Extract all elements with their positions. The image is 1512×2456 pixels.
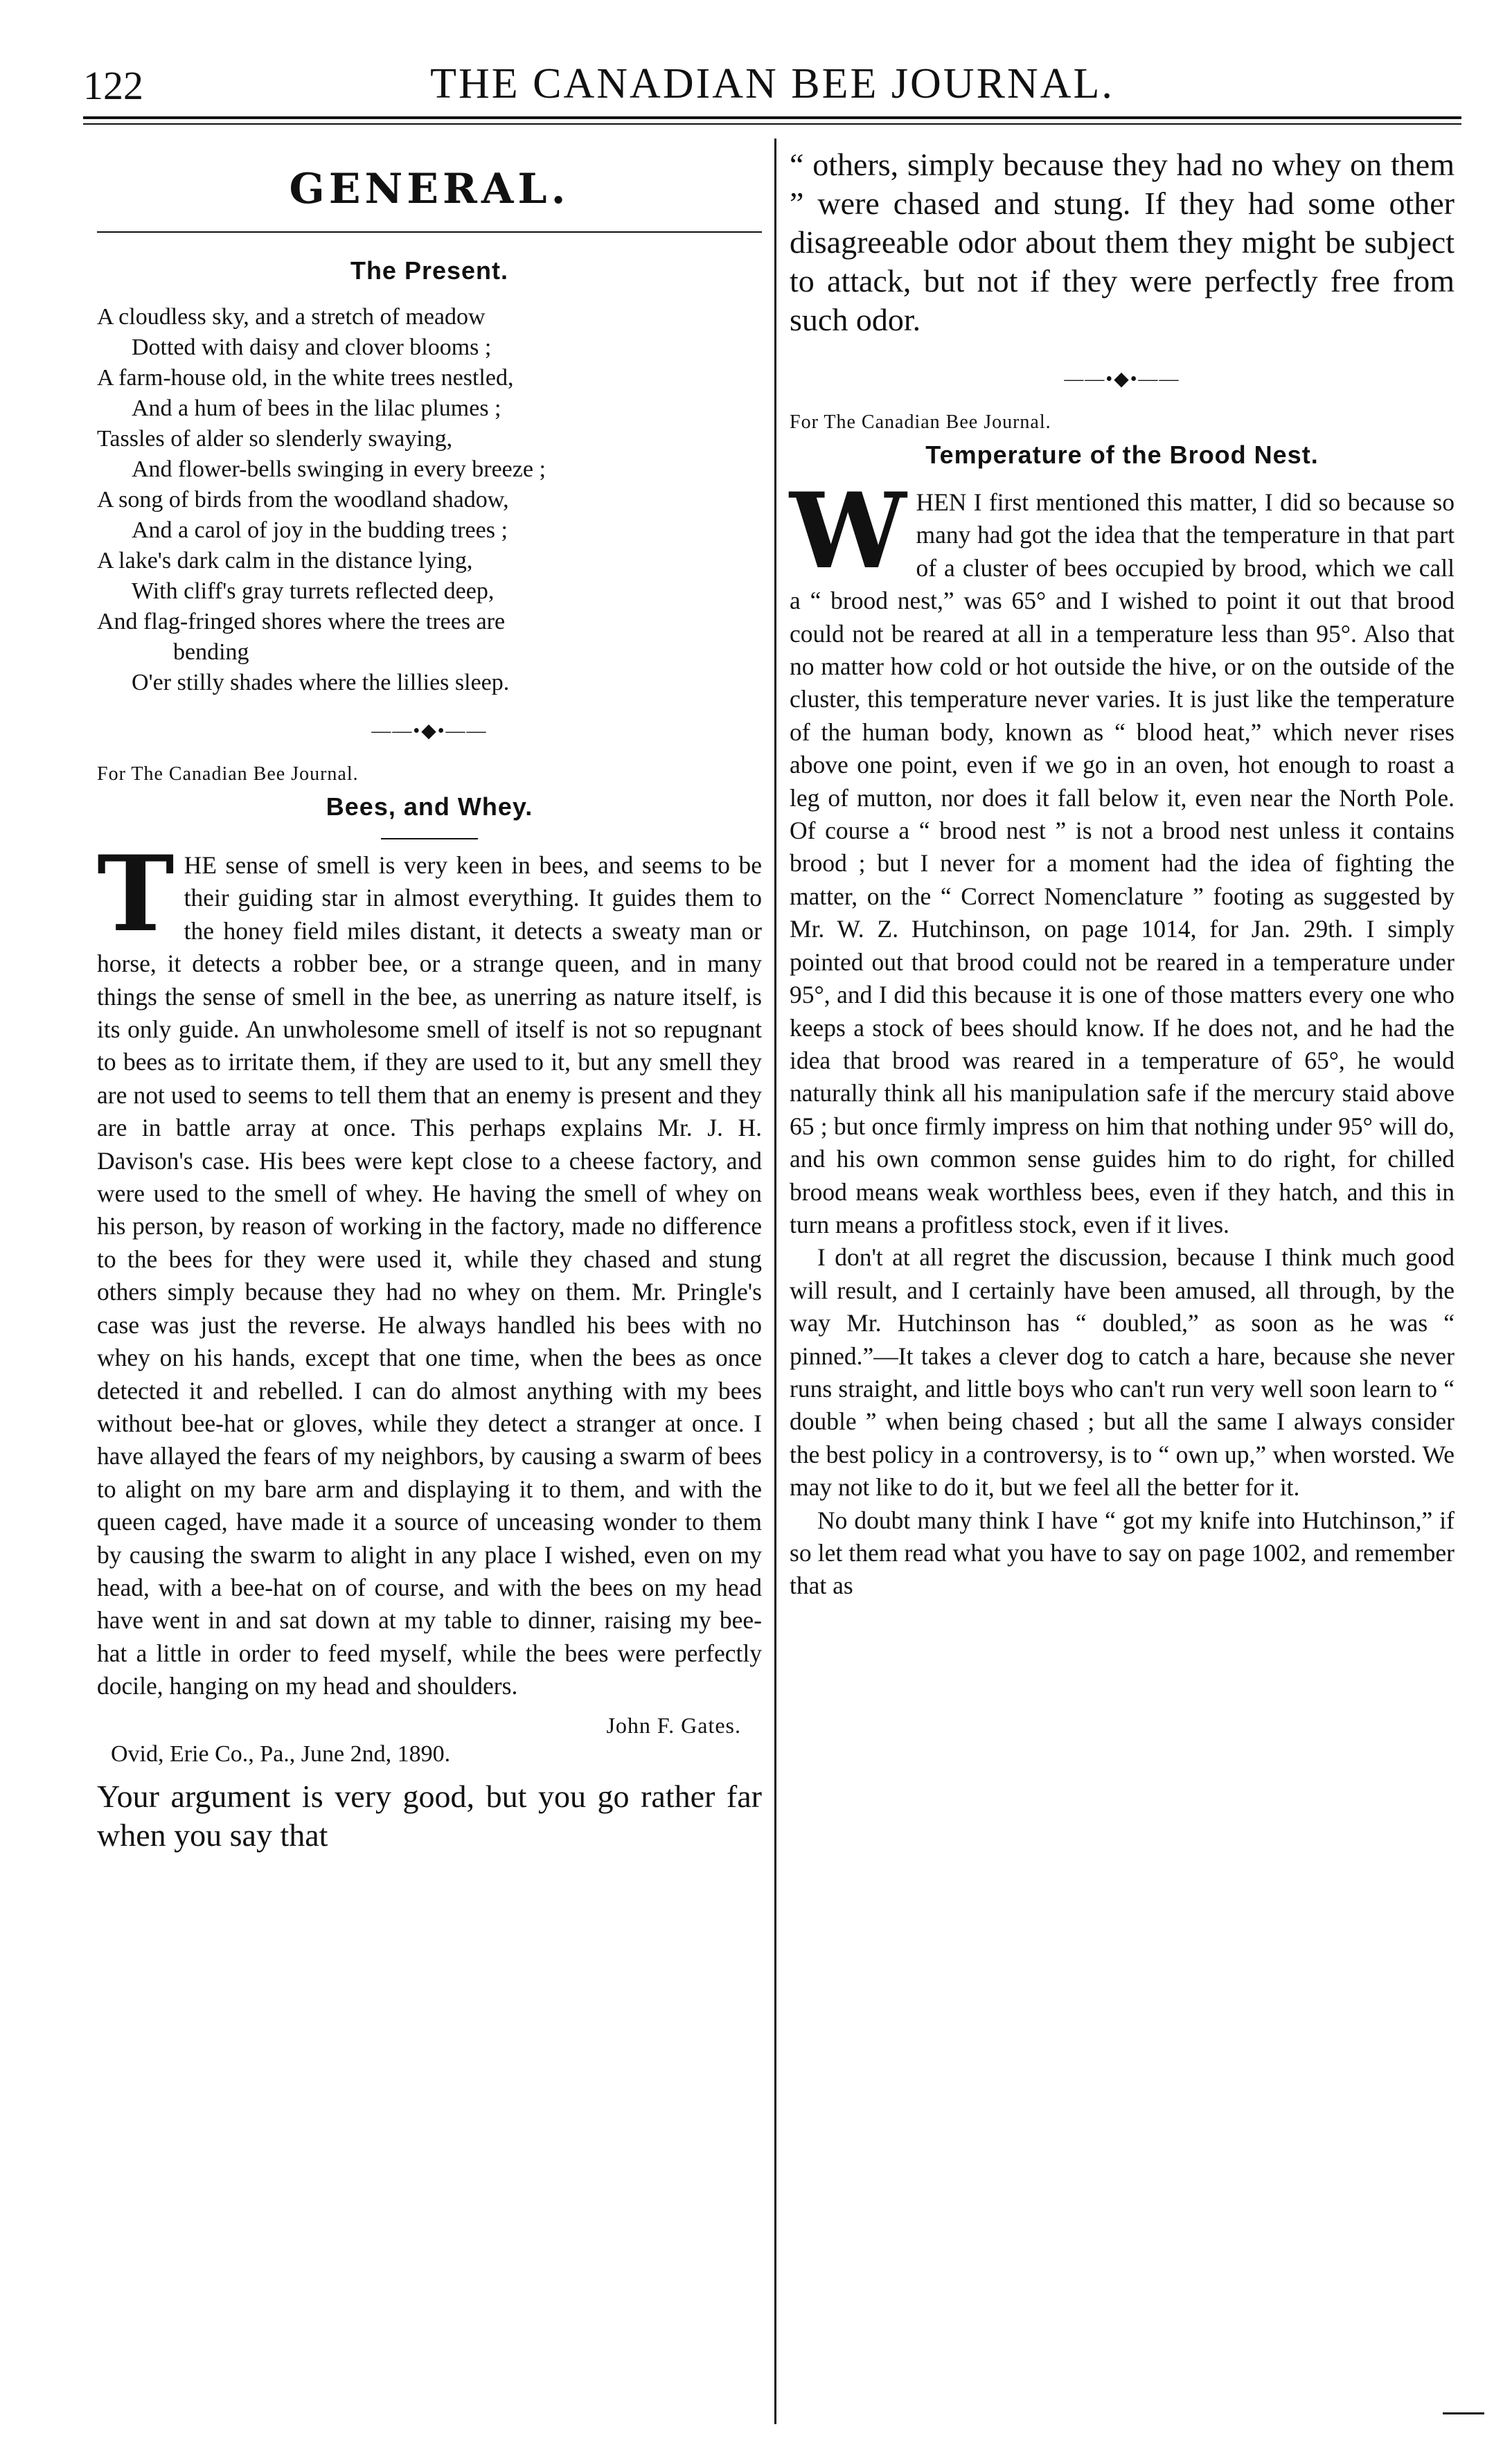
poem-line: And a carol of joy in the budding trees ; — [132, 517, 508, 543]
header-rule-thick — [83, 116, 1461, 119]
article-byline: For The Canadian Bee Journal. — [97, 763, 359, 785]
title-rule — [381, 838, 478, 839]
article-paragraph — [790, 470, 1455, 1241]
paragraph-text: HEN I first mentioned this matter, I did so because so many had got the idea that the temperature in that part of a cluster of bees occupied by brood, which we call a “ brood nest,” was 65° and I wished to point it out that brood could not be reared at all in a temperature less than 95°. Also that no matter how cold or hot outside the hive, or on the outside of the cluster, this temperature never varies. It is just like the temperature of the human body, known as “ blood heat,” which never rises above one point, even if we go in an oven, hot enough to roast a leg of mutton, nor does it fall below it, even near the North Pole. Of course a “ brood nest ” is not a brood nest unless it contains brood ; but I never for a moment had the idea of fighting the matter, on the “ Correct Nomenclature ” footing as suggested by Mr. W. Z. Hutchinson, on page 1014, for Jan. 29th. I simply pointed out that brood could not be reared in a temperature under 95°, and I did this because it is one of those matters every one who keeps a stock of bees should know. If he does not, and he had the idea that brood was reared in a temperature of 65°, he would naturally think all his manipulation safe if the mercury staid above 65 ; but once firmly impress on him that nothing under 95° will do, and his own common sense guides him to do right, for chilled brood means weak worthless bees, even if they hatch, and this in turn means a profitless stock, even if it lives. — [790, 488, 1455, 1238]
article-body — [97, 833, 762, 1703]
poem-line: bending — [173, 639, 249, 665]
poem-line: A lake's dark calm in the distance lying, — [97, 548, 473, 573]
poem-title: The Present. — [350, 256, 509, 285]
poem-line: O'er stilly shades where the lillies sleep. — [132, 670, 510, 695]
right-column — [790, 132, 1455, 1603]
poem-line: And flag-fringed shores where the trees are — [97, 609, 506, 634]
article-title: Bees, and Whey. — [326, 792, 533, 821]
poem-line: A farm-house old, in the white trees nestled, — [97, 365, 514, 391]
page-end-mark — [1443, 2412, 1484, 2414]
editor-reply: Your argument is very good, but you go rather far when you say that — [97, 1778, 762, 1853]
article-signature: John F. Gates. — [606, 1712, 741, 1738]
poem-line: A cloudless sky, and a stretch of meadow — [97, 304, 486, 330]
poem-line: Tassles of alder so slenderly swaying, — [97, 426, 453, 452]
paragraph-text: HE sense of smell is very keen in bees, and seems to be their guiding star in almost everything. It guides them to the honey field miles distant, it detects a sweaty man or horse, it detects a robber bee, or a strange queen, and in many things the sense of smell in the bee, as unerring as nature itself, is its only guide. An unwholesome smell of itself is not so repugnant to bees as to irritate them, if they are used to it, but any smell they are not used to seems to tell them that an enemy is present and they are in battle array at once. This perhaps explains Mr. J. H. Davison's case. His bees were kept close to a cheese factory, and were used to the smell of whey. He having the smell of whey on his person, by reason of working in the factory, made no difference to the bees for they were used it, while they chased and stung others simply because they had no whey on them. Mr. Pringle's case was just the reverse. He always handled his bees with no whey on his hands, except that one time, when the bees as once detected it and rebelled. I can do almost anything with my bees without bee-hat or gloves, while they detect a stranger at once. I have allayed the fears of my neighbors, by causing a swarm of bees to alight on my bare arm and displaying it to them, and with the queen caged, have made it a source of unceasing wonder to them by causing the swarm to alight in any place I wished, even on my head, with a bee-hat on of course, and with the bees on my head have went in and sat down at my table to dinner, raising my bee-hat a little in order to feed myself, while the bees were perfectly docile, hanging on my head and shoulders. — [97, 851, 762, 1700]
poem-line: Dotted with daisy and clover blooms ; — [132, 335, 492, 360]
column-divider — [774, 139, 776, 2424]
article-paragraph: No doubt many think I have “ got my knife into Hutchinson,” if so let them read what you have to say on page 1002, and remember that as — [790, 1506, 1455, 1600]
ornament-divider: ——•◆•—— — [371, 720, 488, 742]
article-body — [790, 470, 1455, 1603]
ornament-divider: ——•◆•—— — [1064, 368, 1180, 390]
article-paragraph — [97, 833, 762, 1703]
poem-line: With cliff's gray turrets reflected deep, — [132, 578, 495, 604]
section-heading: GENERAL. — [289, 165, 570, 213]
poem-line: And flower-bells swinging in every breeze ; — [132, 456, 546, 482]
poem — [97, 302, 762, 698]
reply-continuation: “ others, simply because they had no whey on them ” were chased and stung. If they had some other disagreeable odor about them they might be subject to attack, but not if they were perfectly free from such odor. — [790, 147, 1455, 337]
poem-line: A song of birds from the woodland shadow, — [97, 487, 509, 513]
journal-title: THE CANADIAN BEE JOURNAL. — [430, 60, 1114, 107]
article-paragraph: I don't at all regret the discussion, because I think much good will result, and I certainly have been amused, all through, by the way Mr. Hutchinson has “ doubled,” as soon as he was “ pinned.”—It takes a clever dog to catch a hare, because she never runs straight, and little boys who can't run very well soon learn to “ double ” when being chased ; but all the same I always consider the best policy in a controversy, is to “ own up,” when worsted. We may not like to do it, but we feel all the better for it. — [790, 1243, 1455, 1502]
article-byline: For The Canadian Bee Journal. — [790, 411, 1051, 433]
article-dateline: Ovid, Erie Co., Pa., June 2nd, 1890. — [111, 1741, 451, 1767]
section-rule — [97, 231, 762, 233]
left-column — [97, 132, 762, 1855]
page-number: 122 — [83, 63, 143, 108]
drop-cap: T — [97, 833, 175, 955]
page-header — [83, 50, 1461, 112]
article-title: Temperature of the Brood Nest. — [925, 441, 1319, 469]
drop-cap: W — [790, 470, 907, 592]
header-rule-thin — [83, 123, 1461, 125]
poem-line: And a hum of bees in the lilac plumes ; — [132, 395, 501, 421]
